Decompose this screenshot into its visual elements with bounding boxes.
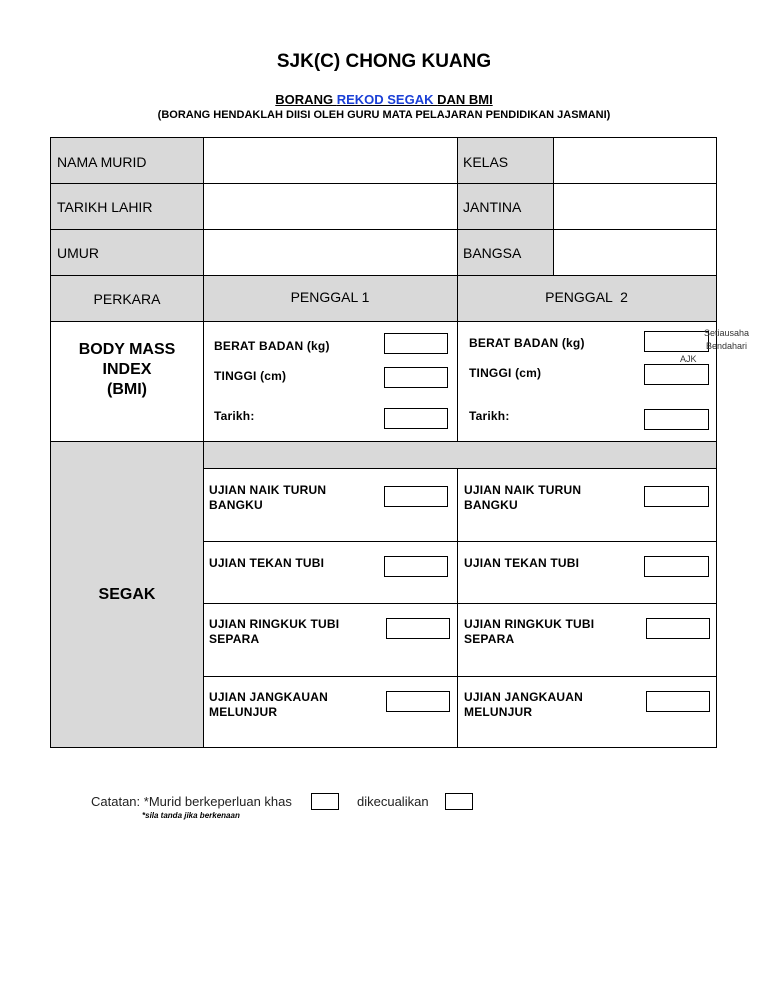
bmi-title-line3: (BMI) xyxy=(107,381,147,398)
school-title: SJK(C) CHONG KUANG xyxy=(276,51,492,72)
input-bangsa[interactable] xyxy=(554,230,716,275)
p1-test-jangkauan: UJIAN JANGKAUAN MELUNJUR xyxy=(209,690,329,719)
form-instruction: (BORANG HENDAKLAH DIISI OLEH GURU MATA PELAJARAN PENDIDIKAN JASMANI) xyxy=(157,109,611,121)
label-tarikh-lahir: TARIKH LAHIR xyxy=(57,199,153,215)
label-bangsa: BANGSA xyxy=(463,245,522,261)
p1-tarikh-box[interactable] xyxy=(384,408,448,429)
p1-tinggi-label: TINGGI (cm) xyxy=(214,369,287,383)
input-jantina[interactable] xyxy=(554,184,716,229)
sidenote-bendahari: Bendahari xyxy=(706,341,748,351)
label-umur: UMUR xyxy=(57,245,99,261)
segak-title: SEGAK xyxy=(98,586,156,603)
p2-test-ringkuk: UJIAN RINGKUK TUBI SEPARA xyxy=(464,617,595,646)
label-kelas: KELAS xyxy=(463,154,509,170)
segak-header-band xyxy=(203,442,716,468)
p2-tarikh-label: Tarikh: xyxy=(469,409,510,423)
khas-checkbox[interactable] xyxy=(311,793,339,810)
input-umur[interactable] xyxy=(204,230,457,275)
record-table xyxy=(50,137,717,748)
p1-test-naik-turun: UJIAN NAIK TURUN BANGKU xyxy=(209,483,327,512)
p2-tinggi-box[interactable] xyxy=(644,364,709,385)
sidenote-ajk: AJK xyxy=(680,354,697,364)
footer-hint: *sila tanda jika berkenaan xyxy=(142,811,240,820)
p2-tinggi-label: TINGGI (cm) xyxy=(469,366,542,380)
bmi-title-line1: BODY MASS xyxy=(78,341,176,358)
header-perkara: PERKARA xyxy=(93,291,161,307)
header-penggal-2: PENGGAL 2 xyxy=(545,289,628,305)
form-title xyxy=(0,92,768,107)
p2-ringkuk-box[interactable] xyxy=(646,618,710,639)
bmi-title xyxy=(51,340,203,400)
form-title-highlight: REKOD SEGAK xyxy=(336,92,438,107)
input-nama-murid[interactable] xyxy=(204,138,457,183)
p2-tekan-tubi-box[interactable] xyxy=(644,556,709,577)
header-penggal-1: PENGGAL 1 xyxy=(290,289,370,305)
p1-test-ringkuk: UJIAN RINGKUK TUBI SEPARA xyxy=(209,617,340,646)
p2-tarikh-box[interactable] xyxy=(644,409,709,430)
p2-jangkauan-box[interactable] xyxy=(646,691,710,712)
p1-berat-label: BERAT BADAN (kg) xyxy=(214,339,330,353)
sidenote-setiausaha: Setiausaha xyxy=(704,328,750,338)
p2-test-naik-turun: UJIAN NAIK TURUN BANGKU xyxy=(464,483,582,512)
dikecualikan-checkbox[interactable] xyxy=(445,793,473,810)
p2-test-jangkauan: UJIAN JANGKAUAN MELUNJUR xyxy=(464,690,584,719)
p2-naik-turun-box[interactable] xyxy=(644,486,709,507)
p2-berat-label: BERAT BADAN (kg) xyxy=(469,336,585,350)
p1-naik-turun-box[interactable] xyxy=(384,486,448,507)
form-title-post: DAN BMI xyxy=(437,92,493,107)
form-title-pre: BORANG xyxy=(275,92,337,107)
p1-tekan-tubi-box[interactable] xyxy=(384,556,448,577)
p1-tinggi-box[interactable] xyxy=(384,367,448,388)
label-jantina: JANTINA xyxy=(463,199,522,215)
dikecualikan-label: dikecualikan xyxy=(357,794,429,809)
p2-berat-box[interactable] xyxy=(644,331,709,352)
label-nama-murid: NAMA MURID xyxy=(57,154,147,170)
p1-ringkuk-box[interactable] xyxy=(386,618,450,639)
p1-test-tekan-tubi: UJIAN TEKAN TUBI xyxy=(209,556,325,570)
input-tarikh-lahir[interactable] xyxy=(204,184,457,229)
catatan-label: Catatan: *Murid berkeperluan khas xyxy=(91,794,292,809)
input-kelas[interactable] xyxy=(554,138,716,183)
bmi-title-line2: INDEX xyxy=(102,361,152,378)
p1-jangkauan-box[interactable] xyxy=(386,691,450,712)
p1-tarikh-label: Tarikh: xyxy=(214,409,255,423)
p2-test-tekan-tubi: UJIAN TEKAN TUBI xyxy=(464,556,580,570)
p1-berat-box[interactable] xyxy=(384,333,448,354)
